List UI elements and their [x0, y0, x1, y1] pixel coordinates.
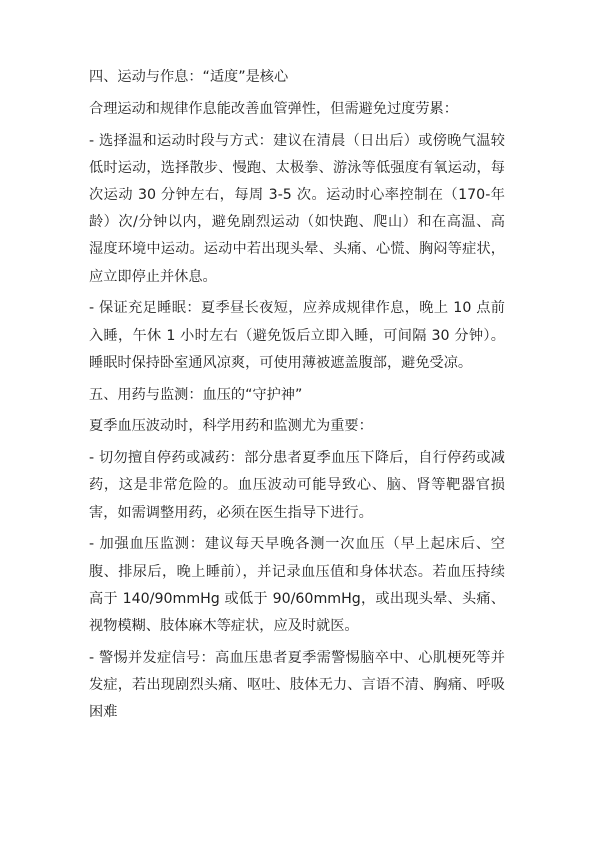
section-5-item-no-self-stop: - 切勿擅自停药或减药：部分患者夏季血压下降后，自行停药或减药，这是非常危险的。血压波动可能导致心、脑、肾等靶器官损害，如需调整用药，必须在医生指导下进行。 — [89, 450, 505, 521]
section-5-item-monitoring: - 加强血压监测：建议每天早晚各测一次血压（早上起床后、空腹、排尿后，晚上睡前），并记录血压值和身体状态。若血压持续高于 140/90mmHg 或低于 90/60mmHg，或出现头晕、头痛、视物模糊、肢体麻木等症状，应及时就医。 — [89, 536, 505, 635]
section-4-intro: 合理运动和规律作息能改善血管弹性，但需避免过度劳累： — [89, 100, 458, 117]
section-4-item-sleep: - 保证充足睡眠：夏季昼长夜短，应养成规律作息，晚上 10 点前入睡，午休 1 小时左右（避免饭后立即入睡，可间隔 30 分钟）。睡眠时保持卧室通风凉爽，可使用薄被遮盖腹部，避免受凉。 — [89, 300, 505, 371]
section-4-heading: 四、运动与作息：“适度”是核心 — [89, 69, 289, 85]
section-5-item-complications: - 警惕并发症信号：高血压患者夏季需警惕脑卒中、心肌梗死等并发症，若出现剧烈头痛、呕吐、肢体无力、言语不清、胸痛、呼吸困难 — [89, 649, 505, 721]
section-5-heading: 五、用药与监测：血压的“守护神” — [89, 386, 303, 403]
section-5-intro: 夏季血压波动时，科学用药和监测尤为重要： — [89, 418, 373, 435]
section-4-item-exercise: - 选择温和运动时段与方式：建议在清晨（日出后）或傍晚气温较低时运动，选择散步、慢跑、太极拳、游泳等低强度有氧运动，每次运动 30 分钟左右，每周 3-5 次。运动时心率控制在（170-年龄）次/分钟以内，避免剧烈运动（如快跑、爬山）和在高温、高湿度环境中运动。运动中若出现头晕、头痛、心慌、胸闷等症状，应立即停止并休息。 — [89, 132, 505, 285]
document-body — [89, 64, 505, 731]
